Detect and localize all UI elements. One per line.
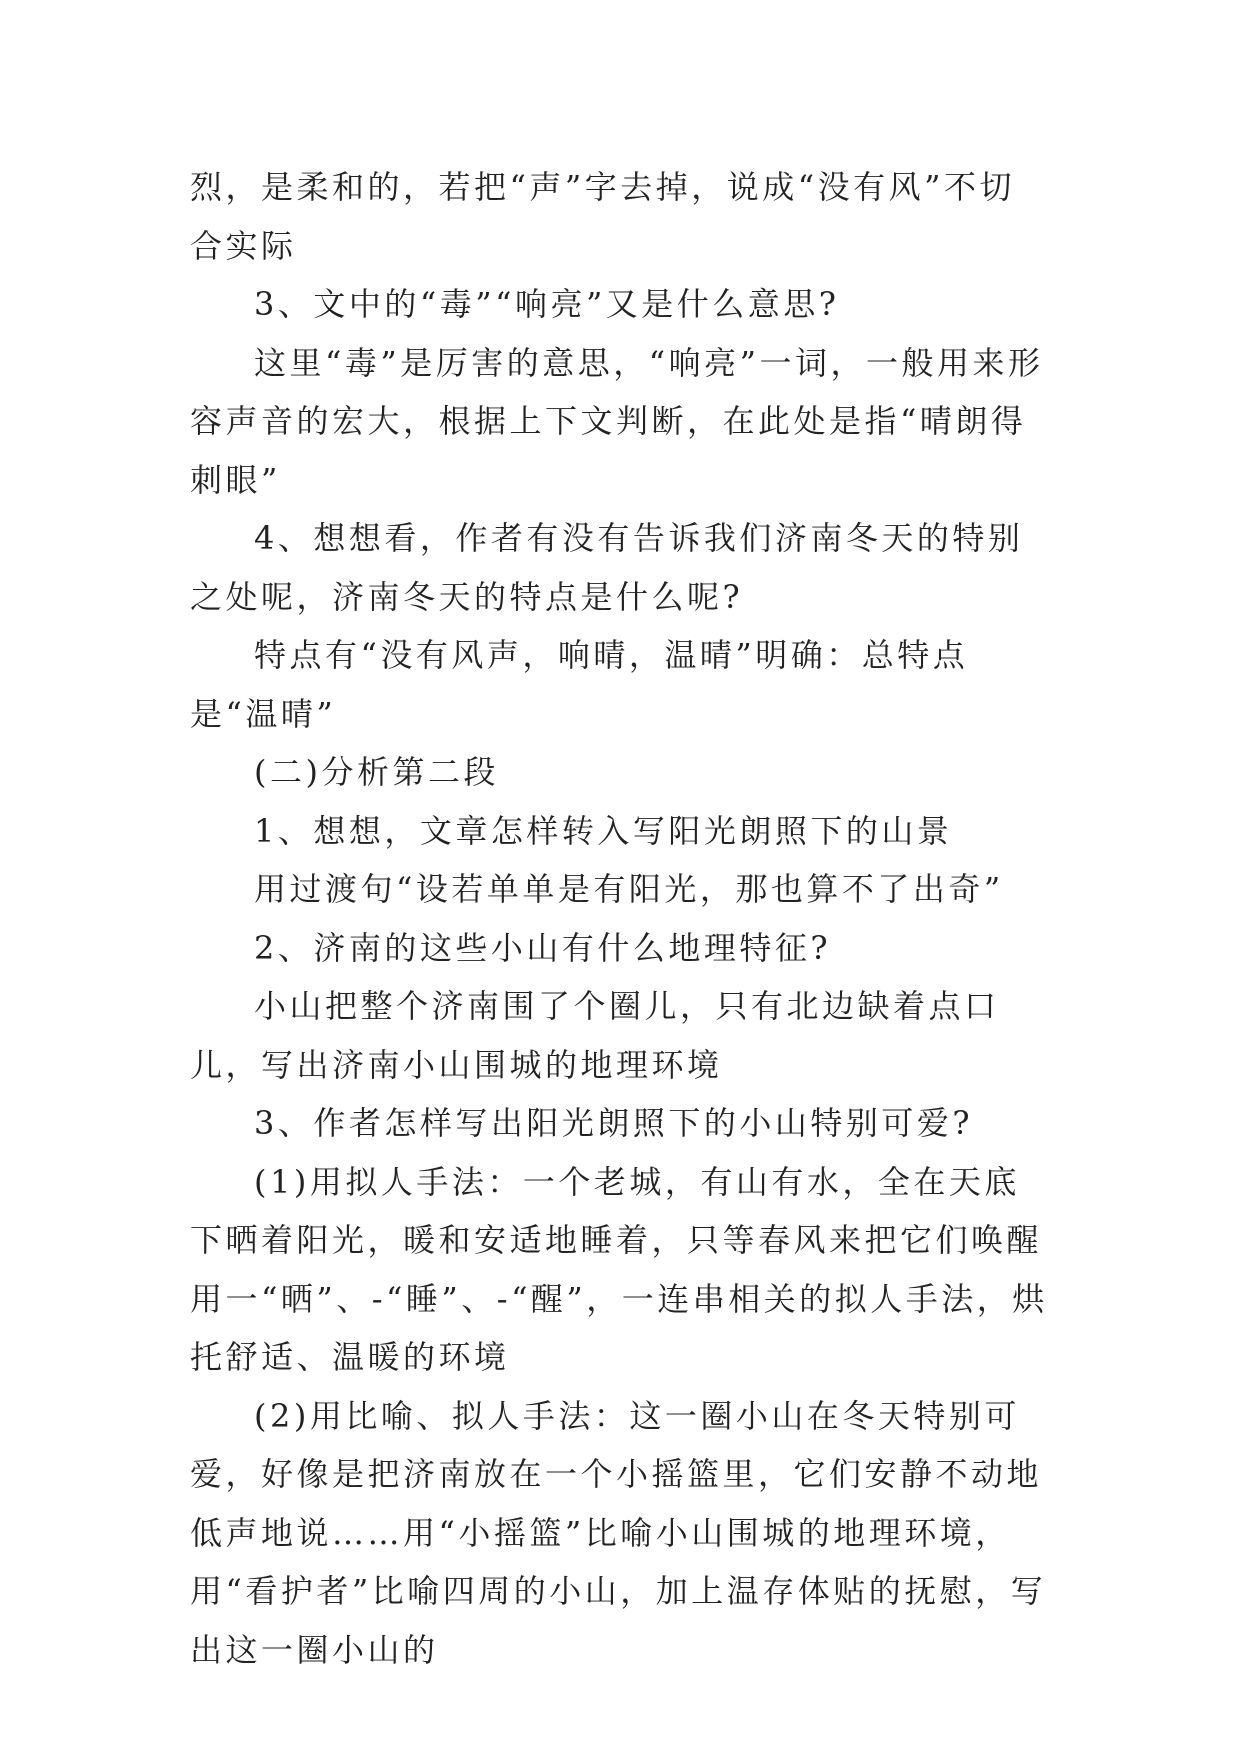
section-heading: (二)分析第二段 — [254, 753, 499, 791]
section2-question-2: 2、济南的这些小山有什么地理特征? — [254, 928, 832, 967]
section2-question-1: 1、想想，文章怎样转入写阳光朗照下的山景 — [254, 811, 953, 850]
section2-answer-1: 用过渡句“设若单单是有阳光，那也算不了出奇” — [254, 870, 1004, 908]
answer-3: 这里“毒”是厉害的意思，“响亮”一词，一般用来形容声音的宏大，根据上下文判断，在此处是指“晴朗得刺眼” — [190, 343, 1044, 499]
question-3: 3、文中的“毒”“响亮”又是什么意思? — [254, 285, 840, 323]
document-body — [190, 158, 1050, 1679]
section2-question-3: 3、作者怎样写出阳光朗照下的小山特别可爱? — [254, 1104, 974, 1142]
answer-4: 特点有“没有风声，响晴，温晴”明确：总特点是“温晴” — [190, 636, 969, 733]
section2-answer-3-part1: (1)用拟人手法：一个老城，有山有水，全在天底下晒着阳光，暖和安适地睡着，只等春风来把它们唤醒用一“晒”、-“睡”、-“醒”，一连串相关的拟人手法，烘托舒适、温暖的环境 — [190, 1162, 1048, 1376]
question-4: 4、想想看，作者有没有告诉我们济南冬天的特别之处呢，济南冬天的特点是什么呢? — [190, 519, 1024, 616]
paragraph-continuation: 烈，是柔和的，若把“声”字去掉，说成“没有风”不切合实际 — [190, 168, 1015, 265]
section2-answer-2: 小山把整个济南围了个圈儿，只有北边缺着点口儿，写出济南小山围城的地理环境 — [190, 987, 1000, 1084]
section2-answer-3-part2: (2)用比喻、拟人手法：这一圈小山在冬天特别可爱，好像是把济南放在一个小摇篮里，它们安静不动地低声地说……用“小摇篮”比喻小山围城的地理环境，用“看护者”比喻四周的小山，加上温存体贴的抚慰，写出这一圈小山的 — [190, 1396, 1047, 1669]
